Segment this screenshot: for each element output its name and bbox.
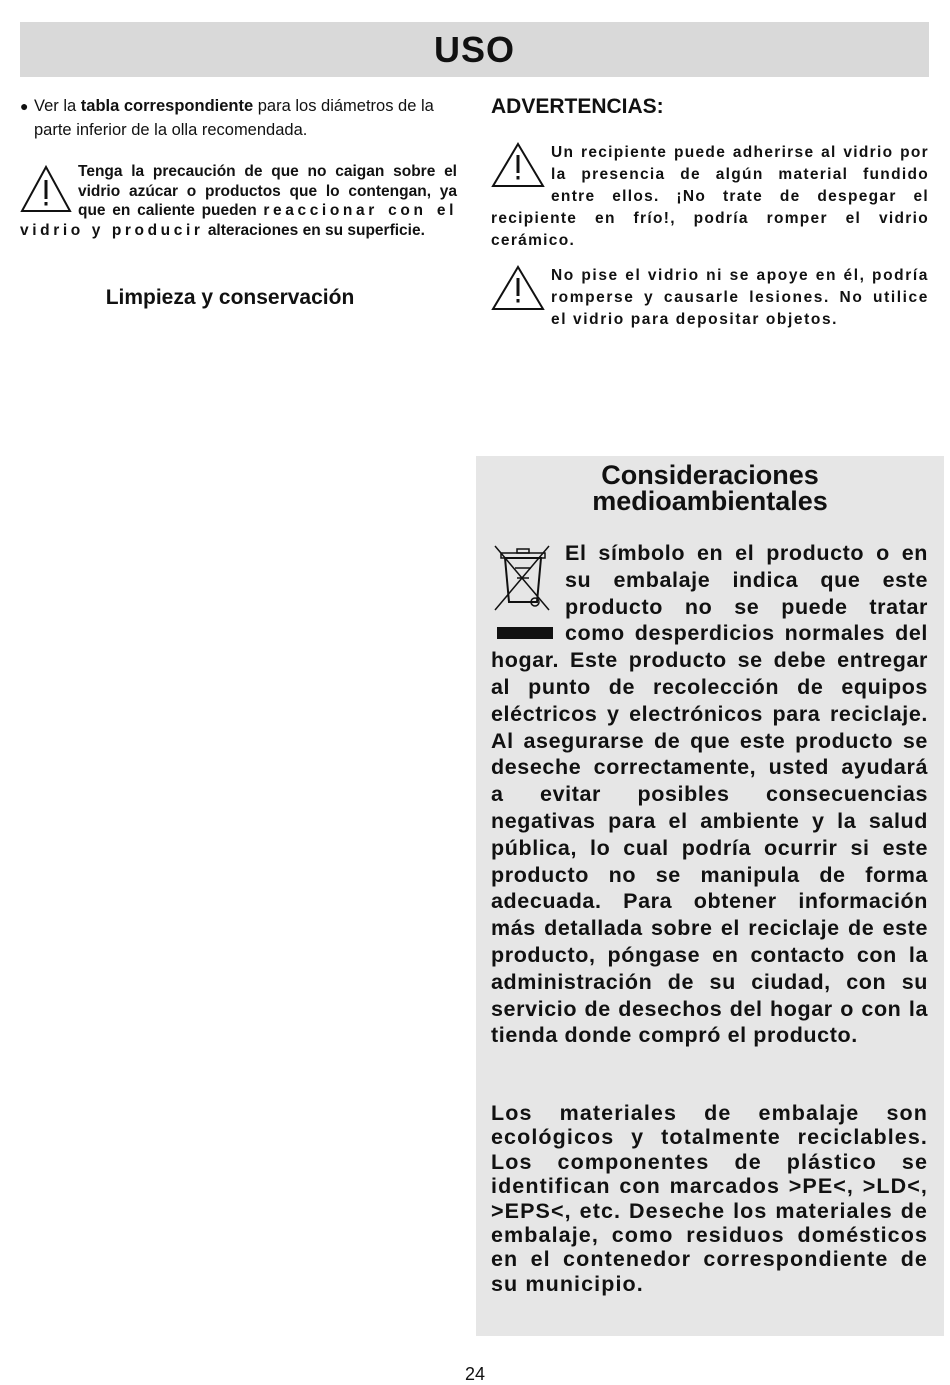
sugar-warning-text-spread: reaccionar con el vidrio y producir	[20, 202, 457, 239]
bullet-text	[34, 94, 460, 142]
bullet-item	[20, 94, 460, 142]
bullet-text-bold: tabla correspondiente	[80, 97, 254, 115]
page-title: USO	[433, 28, 515, 70]
adhesion-warning	[491, 142, 929, 252]
recycling-paragraph	[491, 540, 928, 1049]
sugar-warning-text: Tenga la precaución de que no caigan sobre el vidrio azúcar o productos que lo contengan, ya que en caliente pueden	[78, 163, 457, 219]
environment-title-line2: medioambientales	[592, 486, 828, 516]
step-warning-text: No pise el vidrio ni se apoye en él, podría romperse y causarle lesiones. No utilice el vidrio para depositar objetos.	[551, 267, 929, 328]
environment-title	[476, 462, 944, 514]
warning-triangle-icon	[491, 142, 545, 188]
warning-triangle-icon	[20, 164, 72, 214]
page-number: 24	[464, 1364, 486, 1384]
warnings-heading: ADVERTENCIAS:	[491, 95, 664, 118]
bullet-text-post: para los diámetros de la parte inferior de la olla recomendada.	[34, 97, 434, 139]
cleaning-heading: Limpieza y conservación	[105, 286, 355, 309]
sugar-warning	[20, 162, 457, 240]
packaging-paragraph: Los materiales de embalaje son ecológicos y totalmente reciclables. Los componentes de plástico se identifican con marcados >PE<, >LD<, >EPS<, etc. Deseche los materiales de embalaje, como residuos domésticos en el contenedor correspondiente de su municipio.	[491, 1101, 928, 1296]
warning-triangle-icon	[491, 265, 545, 311]
crossed-out-wheelie-bin-icon	[491, 542, 557, 646]
step-warning	[491, 265, 929, 331]
sugar-warning-text-tail: alteraciones en su superficie.	[207, 221, 425, 239]
page-header	[20, 22, 929, 77]
adhesion-warning-text: Un recipiente puede adherirse al vidrio por la presencia de algún material fundido entre ellos. ¡No trate de despegar el recipiente en frío!, podría romper el vidrio cerámico.	[491, 144, 929, 249]
bullet-symbol: ●	[20, 98, 29, 114]
recycling-paragraph-text: El símbolo en el producto o en su embalaje indica que este producto no se puede tratar como desperdicios normales del hogar. Este producto se debe entregar al punto de recolección de equipos eléctricos y electrónicos para reciclaje. Al asegurarse de que este producto se deseche correctamente, usted ayudará a evitar posibles consecuencias negativas para el ambiente y la salud pública, lo cual podría ocurrir si este producto no se manipula de forma adecuada. Para obtener información más detallada sobre el reciclaje de este producto, póngase en contacto con la administración de su ciudad, con su servicio de desechos del hogar o con la tienda donde compró el producto.	[491, 541, 928, 1048]
environment-title-line1: Consideraciones	[601, 460, 819, 490]
bullet-text-pre: Ver la	[34, 97, 81, 115]
